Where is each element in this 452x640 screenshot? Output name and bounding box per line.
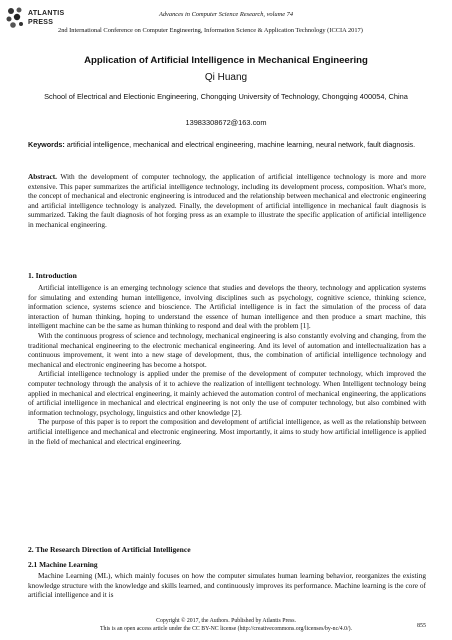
section-1-heading: 1. Introduction — [28, 271, 77, 280]
abstract-label: Abstract. — [28, 172, 57, 181]
logo-line-2: PRESS — [28, 19, 54, 26]
author-affiliation: School of Electrical and Electionic Engineering, Chongqing University of Technology, Chongqing 400054, China — [44, 92, 408, 101]
author-email: 13983308672@163.com — [185, 118, 267, 127]
machine-learning-body — [28, 571, 426, 600]
journal-header: Advances in Computer Science Research, volume 74 — [158, 11, 294, 18]
paragraph: Artificial intelligence is an emerging technology science that studies and develops the theory, technology and application systems for simulating and extending human intelligence, involving disciplines such as psychology, cognitive science, thinking science, information science, systems science and bioscience. The Artificial intelligence is in fact the simulation of the process of data interaction of human thinking, hoping to understand the essence of human intelligence and then produce a smart machine, this intelligent machine can be the same as human thinking to respond and deal with the problem [1]. — [28, 283, 426, 331]
copyright-line-1: Copyright © 2017, the Authors. Published by Atlantis Press. — [156, 618, 296, 624]
logo-line-1: ATLANTIS — [28, 10, 65, 17]
page-number: 855 — [417, 623, 426, 629]
keywords-text: artificial intelligence, mechanical and electrical engineering, machine learning, neural network, fault diagnosis. — [66, 140, 416, 149]
paragraph: Machine Learning (ML), which mainly focuses on how the computer simulates human learning behavior, reorganizes the existing knowledge structure with the knowledge and skills learned, and continuously improves its performance. Machine learning is the core of artificial intelligence and it is — [28, 571, 426, 600]
section-2-heading: 2. The Research Direction of Artificial Intelligence — [28, 545, 191, 554]
section-2-1-heading: 2.1 Machine Learning — [28, 560, 98, 569]
paragraph: With the continuous progress of science and technology, mechanical engineering is also constantly evolving and changing, from the traditional mechanical engineering to the electronic mechanical engineering. And its level of automation and intellectualization has a continuous improvement, it went into a new stage of development, thus, the combination of artificial intelligence technology and mechanical and electronic engineering has become a hotspot. — [28, 330, 426, 369]
keywords-block — [28, 140, 428, 150]
conference-header: 2nd International Conference on Computer Engineering, Information Science & Application Technology (ICCIA 2017) — [58, 27, 363, 34]
abstract-text: With the development of computer technology, the application of artificial intelligence technology is more and more extensive. This paper summarizes the artificial intelligence technology, including its development process, composition. What's more, the concept of mechanical and electronic engineering is introduced and the relationship between mechanical and electronic engineering and artificial intelligence technology is analyzed. Finally, the development of artificial intelligence in mechanical fault diagnosis is summarized. Taking the fault diagnosis of hot forging press as an example to illustrate the specific application of artificial intelligence in mechanical engineering. — [28, 172, 426, 229]
copyright-footer — [0, 618, 452, 633]
paragraph: Artificial intelligence technology is applied under the premise of the development of computer technology, which improved the computer technology through the analysis of it to achieve the realization of intelligent technology. When Intelligent technology being applied in mechanical and electrical engineering, it mainly achieved the automation control of mechanical engineering, the applications of artificial intelligence in mechanical and electrical engineering is not only the use of computer technology, but also combined with information technology, psychology, linguistics and other knowledge [2]. — [28, 369, 426, 417]
paper-title: Application of Artificial Intelligence in Mechanical Engineering — [84, 55, 368, 66]
paper-author: Qi Huang — [204, 72, 248, 83]
abstract-block — [28, 172, 426, 230]
introduction-body — [28, 283, 426, 446]
paragraph: The purpose of this paper is to report the composition and development of artificial intelligence, as well as the relationship between artificial intelligence and mechanical and electronic engineering. Most importantly, it aims to study how artificial intelligence is applied in the field of mechanical and electrical engineering. — [28, 417, 426, 446]
keywords-label: Keywords: — [28, 140, 65, 149]
license-line: This is an open access article under the CC BY-NC license (http://creativecommons.org/licenses/by-nc/4.0/). — [100, 625, 352, 632]
publisher-logo — [4, 5, 66, 35]
